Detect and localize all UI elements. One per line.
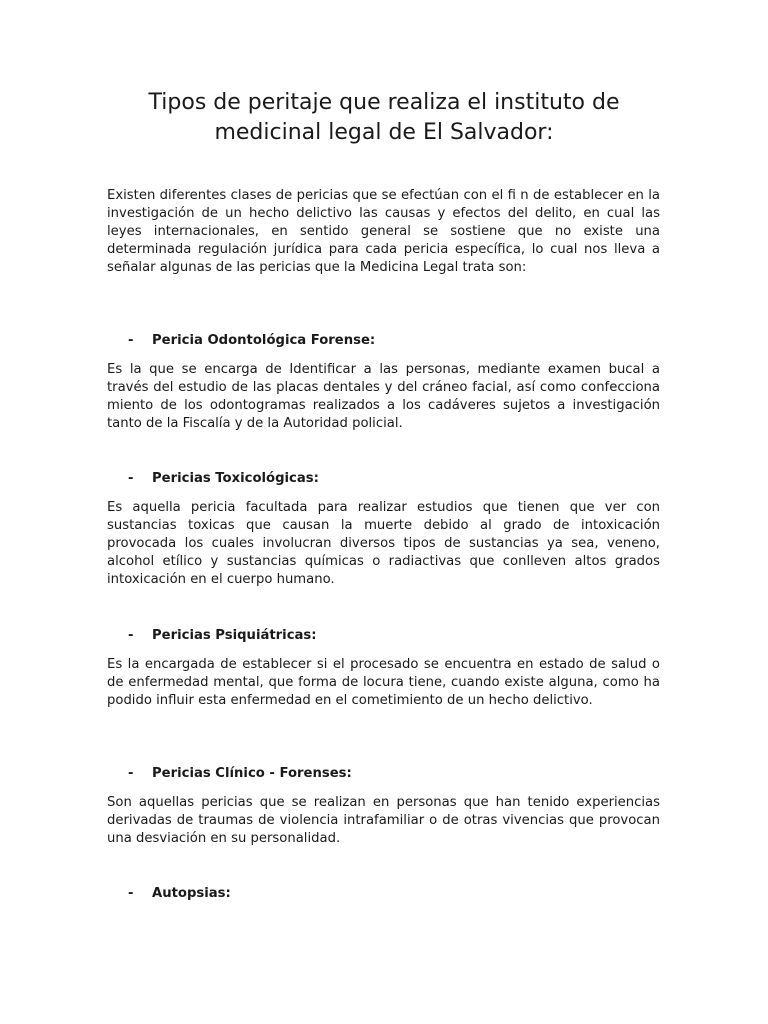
bullet-dash: - <box>128 628 134 643</box>
section-heading-autopsias <box>128 885 648 903</box>
section-heading-label: Pericias Psiquiátricas: <box>152 628 317 643</box>
bullet-dash: - <box>128 333 134 348</box>
section-body-psiquiatricas: Es la encargada de establecer si el procesado se encuentra en estado de salud o de enfermedad mental, que forma de locura tiene, cuando existe alguna, como ha podido influir esta enfermedad en el cometimiento de un hecho delictivo. <box>107 657 660 708</box>
section-heading-clinico-forenses <box>128 765 648 783</box>
section-heading-odontologica <box>128 332 648 350</box>
intro-paragraph: Existen diferentes clases de pericias que se efectúan con el fi n de establecer en la investigación de un hecho delictivo las causas y efectos del delito, en cual las leyes internacionales, en sentido general se sostiene que no existe una determinada regulación jurídica para cada pericia específica, lo cual nos lleva a señalar algunas de las pericias que la Medicina Legal trata son: <box>107 188 660 275</box>
section-body-clinico-forenses: Son aquellas pericias que se realizan en personas que han tenido experiencias derivadas de traumas de violencia intrafamiliar o de otras vivencias que provocan una desviación en su personalidad. <box>107 795 660 846</box>
section-heading-label: Pericia Odontológica Forense: <box>152 333 376 348</box>
title-line-2: medicinal legal de El Salvador: <box>214 120 554 145</box>
bullet-dash: - <box>128 471 134 486</box>
section-heading-psiquiatricas <box>128 627 648 645</box>
section-heading-toxicologicas <box>128 470 648 488</box>
section-body-odontologica: Es la que se encarga de Identificar a las personas, mediante examen bucal a través del estudio de las placas dentales y del cráneo facial, así como confecciona miento de los odontogramas realizados a los cadáveres sujetos a investigación tanto de la Fiscalía y de la Autoridad policial. <box>107 362 660 431</box>
section-body-toxicologicas: Es aquella pericia facultada para realizar estudios que tienen que ver con sustancias toxicas que causan la muerte debido al grado de intoxicación provocada los cuales involucran diversos tipos de sustancias ya sea, veneno, alcohol etílico y sustancias químicas o radiactivas que conlleven altos grados intoxicación en el cuerpo humano. <box>107 500 660 587</box>
bullet-dash: - <box>128 766 134 781</box>
document-title <box>100 88 668 148</box>
section-heading-label: Autopsias: <box>152 886 231 901</box>
section-heading-label: Pericias Clínico - Forenses: <box>152 766 352 781</box>
bullet-dash: - <box>128 886 134 901</box>
title-line-1: Tipos de peritaje que realiza el instituto de <box>148 90 620 115</box>
section-heading-label: Pericias Toxicológicas: <box>152 471 319 486</box>
